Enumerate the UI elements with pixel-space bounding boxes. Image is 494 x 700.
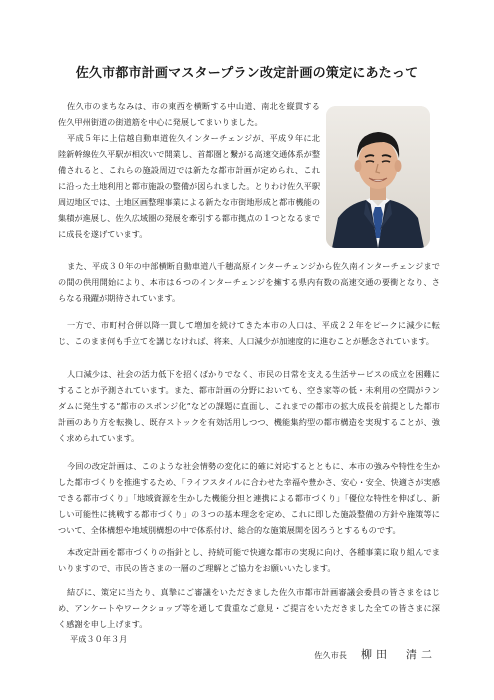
signature — [314, 646, 436, 662]
paragraph-transport: 平成５年に上信越自動車道佐久インターチェンジが、平成９年に北陸新幹線佐久平駅が相次いで開業し、首都圏と繋がる高速交通体系が整備されると、これらの施設周辺では新たな都市計画が定められ、これに沿った土地利用と都市施設の整備が図られました。とりわけ佐久平駅周辺地区では、土地区画整理事業による新たな市街地形成と都市機能の集積が進展し、佐久広域圏の発展を牽引する都市拠点の１つとなるまでに成長を遂げています。 — [58, 133, 321, 239]
paragraph-plan-revision: 今回の改定計画は、このような社会情勢の変化に的確に対応するとともに、本市の強みや特性を生かした都市づくりを推進するため、「ライフスタイルに合わせた幸福や豊かさ、安心・安全、快適さが実感できる都市づくり」「地域資源を生かした機能分担と連携による都市づくり」「優位な特性を伸ばし、新しい可能性に挑戦する都市づくり」の３つの基本理念を定め、これに即した施設整備の方針や施策等について、全体構想や地域別構想の中で体系付け、総合的な施策展開を図ろうとするものです。 — [58, 461, 440, 535]
signature-name: 柳田 清二 — [361, 648, 436, 661]
paragraph-request: 本改定計画を都市づくりの指針とし、持続可能で快適な都市の実現に向け、各種事業に取り組んでまいりますので、市民の皆さまの一層のご理解とご協力をお願いいたします。 — [58, 547, 440, 573]
paragraph-depopulation: 人口減少は、社会の活力低下を招くばかりでなく、市民の日常を支える生活サービスの成立を困難にすることが予測されています。また、都市計画の分野においても、空き家等の低・未利用の空間がランダムに発生する“都市のスポンジ化”などの課題に直面し、これまでの都市の拡大成長を前提とした都市計画のあり方を転換し、既存ストックを有効活用しつつ、機能集約型の都市構造を実現することが、強く求められています。 — [58, 369, 440, 443]
paragraph-history: 佐久市のまちなみは、市の東西を横断する中山道、南北を縦貫する佐久甲州街道の街道筋を中心に発展してまいりました。 — [58, 101, 320, 127]
signature-title: 佐久市長 — [314, 650, 347, 660]
document-date: 平成３０年３月 — [70, 634, 128, 644]
paragraph-population: 一方で、市町村合併以降一貫して増加を続けてきた本市の人口は、平成２２年をピークに減少に転じ、このまま何も手立てを講じなければ、将来、人口減少が加速度的に進むことが懸念されています。 — [58, 320, 440, 346]
page-title: 佐久市都市計画マスタープラン改定計画の策定にあたって — [75, 66, 419, 81]
paragraph-thanks: 結びに、策定に当たり、真摯にご審議をいただきました佐久市都市計画審議会委員の皆さまをはじめ、アンケートやワークショップ等を通して貴重なご意見・ご提言をいただきました全ての皆さまに深く感謝を申し上げます。 — [58, 587, 440, 629]
mayor-portrait — [326, 106, 430, 248]
paragraph-highway: また、平成３０年の中部横断自動車道八千穂高原インターチェンジから佐久南インターチェンジまでの間の供用開始により、本市は６つのインターチェンジを擁する県内有数の高速交通の要衝となり、さらなる飛躍が期待されています。 — [58, 261, 440, 303]
